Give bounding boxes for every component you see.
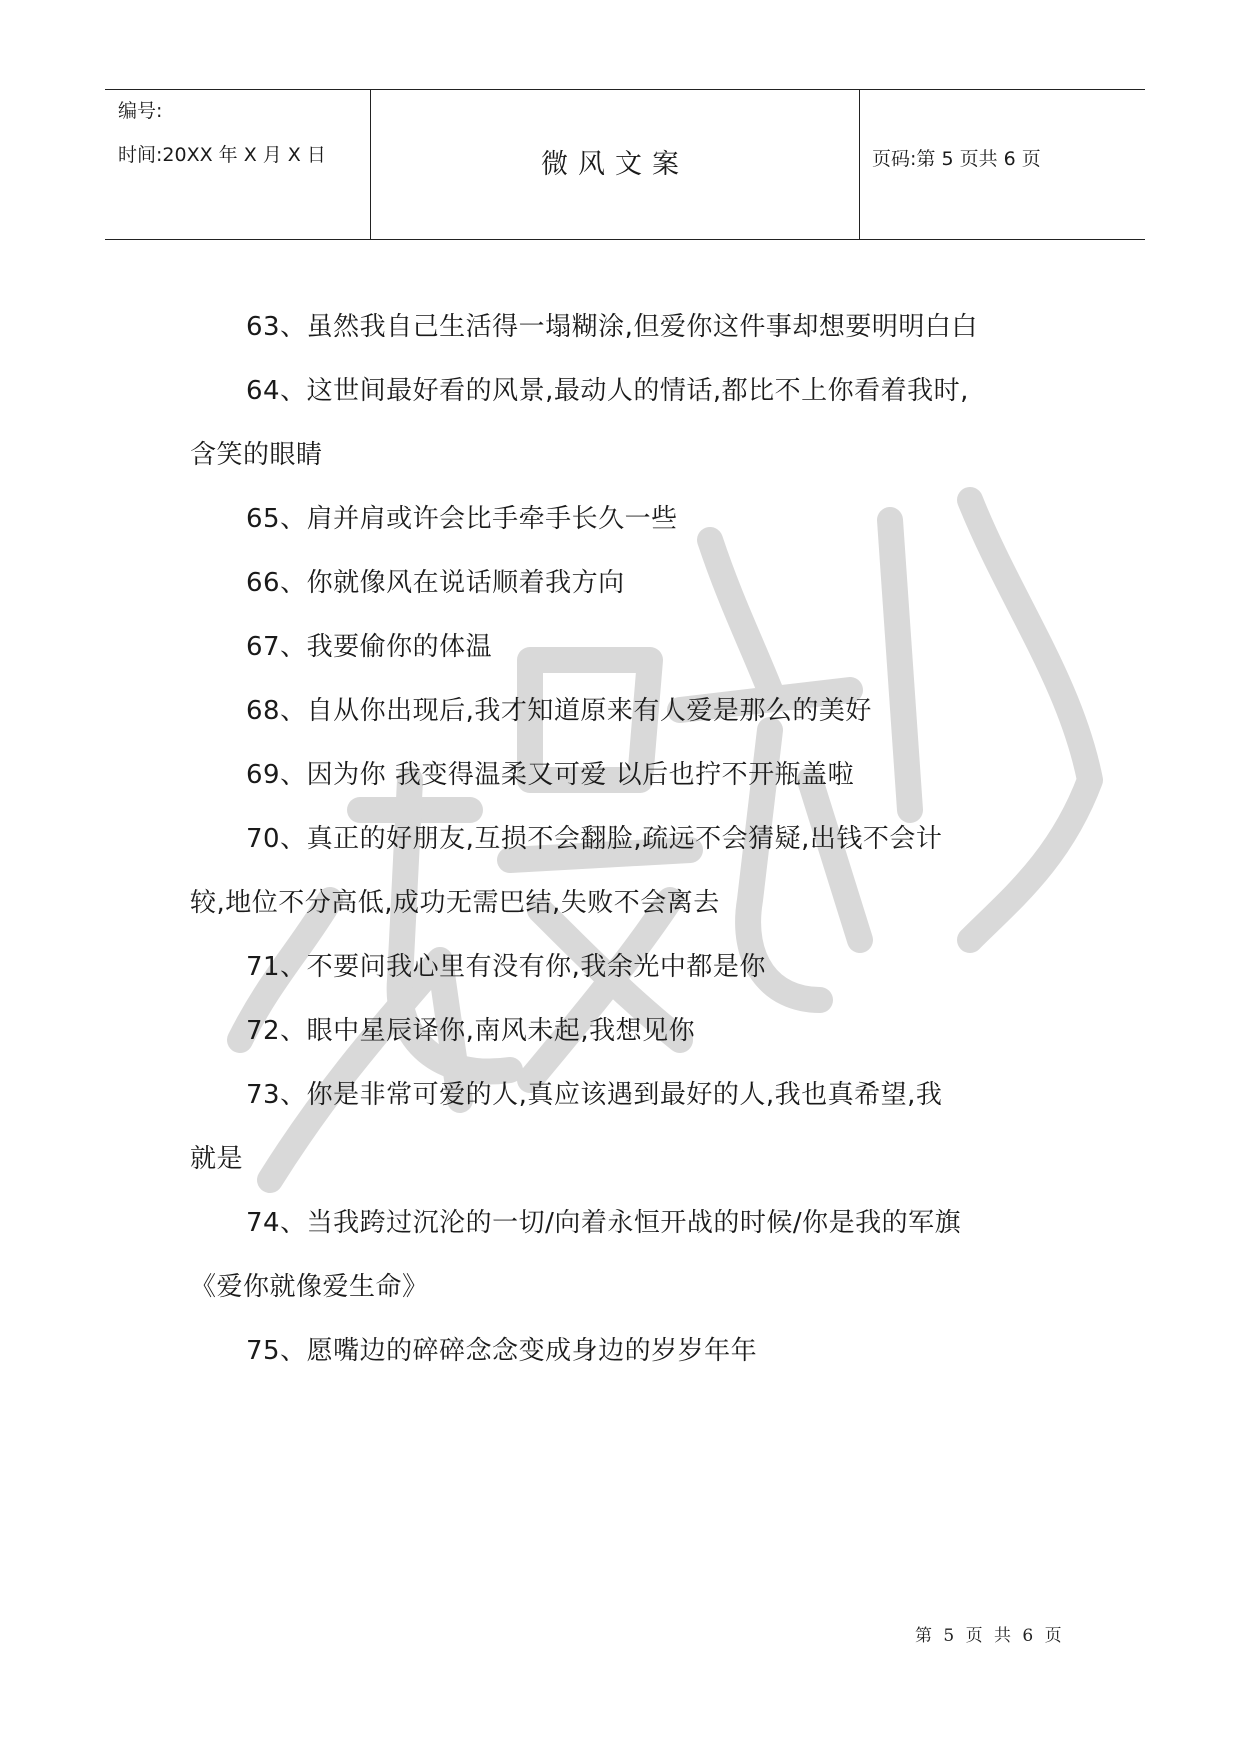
quote-item xyxy=(190,1063,1090,1191)
quote-item xyxy=(190,487,1090,551)
quote-line: 74、当我跨过沉沦的一切/向着永恒开战的时候/你是我的军旗 xyxy=(246,1208,962,1238)
quote-line: 69、因为你 我变得温柔又可爱 以后也拧不开瓶盖啦 xyxy=(246,760,855,790)
quote-line-continuation: 含笑的眼睛 xyxy=(190,440,323,470)
quote-line: 73、你是非常可爱的人,真应该遇到最好的人,我也真希望,我 xyxy=(246,1080,943,1110)
quote-line: 63、虽然我自己生活得一塌糊涂,但爱你这件事却想要明明白白 xyxy=(246,312,978,342)
quote-line-continuation: 较,地位不分高低,成功无需巴结,失败不会离去 xyxy=(190,888,720,918)
quote-line: 65、肩并肩或许会比手牵手长久一些 xyxy=(246,504,678,534)
quote-item xyxy=(190,1191,1090,1319)
quote-item xyxy=(190,1319,1090,1383)
quote-line-continuation: 《爱你就像爱生命》 xyxy=(190,1272,429,1302)
quote-item xyxy=(190,999,1090,1063)
quote-item xyxy=(190,551,1090,615)
quote-line: 66、你就像风在说话顺着我方向 xyxy=(246,568,625,598)
quote-item xyxy=(190,743,1090,807)
document-date-label: 时间:20XX 年 X 月 X 日 xyxy=(118,144,326,166)
quote-item xyxy=(190,615,1090,679)
header-page-label: 页码:第 5 页共 6 页 xyxy=(872,148,1041,170)
document-body xyxy=(190,295,1090,1383)
quote-item xyxy=(190,807,1090,935)
quote-item xyxy=(190,295,1090,359)
quote-item xyxy=(190,679,1090,743)
quote-line: 67、我要偷你的体温 xyxy=(246,632,493,662)
quote-line: 68、自从你出现后,我才知道原来有人爱是那么的美好 xyxy=(246,696,872,726)
page-footer: 第 5 页 共 6 页 xyxy=(915,1626,1065,1646)
quote-item xyxy=(190,359,1090,487)
document-header xyxy=(105,89,1145,240)
quote-line: 72、眼中星辰译你,南风未起,我想见你 xyxy=(246,1016,696,1046)
quote-line: 64、这世间最好看的风景,最动人的情话,都比不上你看着我时, xyxy=(246,376,969,406)
document-code-label: 编号: xyxy=(118,100,163,122)
quote-line: 75、愿嘴边的碎碎念念变成身边的岁岁年年 xyxy=(246,1336,758,1366)
header-left-cell xyxy=(105,90,370,239)
header-right-cell xyxy=(860,90,1145,239)
quote-line-continuation: 就是 xyxy=(190,1144,244,1174)
quote-line: 70、真正的好朋友,互损不会翻脸,疏远不会猜疑,出钱不会计 xyxy=(246,824,943,854)
quote-line: 71、不要问我心里有没有你,我余光中都是你 xyxy=(246,952,766,982)
document-title: 微风文案 xyxy=(541,149,689,180)
quote-item xyxy=(190,935,1090,999)
header-title-cell xyxy=(370,90,860,239)
